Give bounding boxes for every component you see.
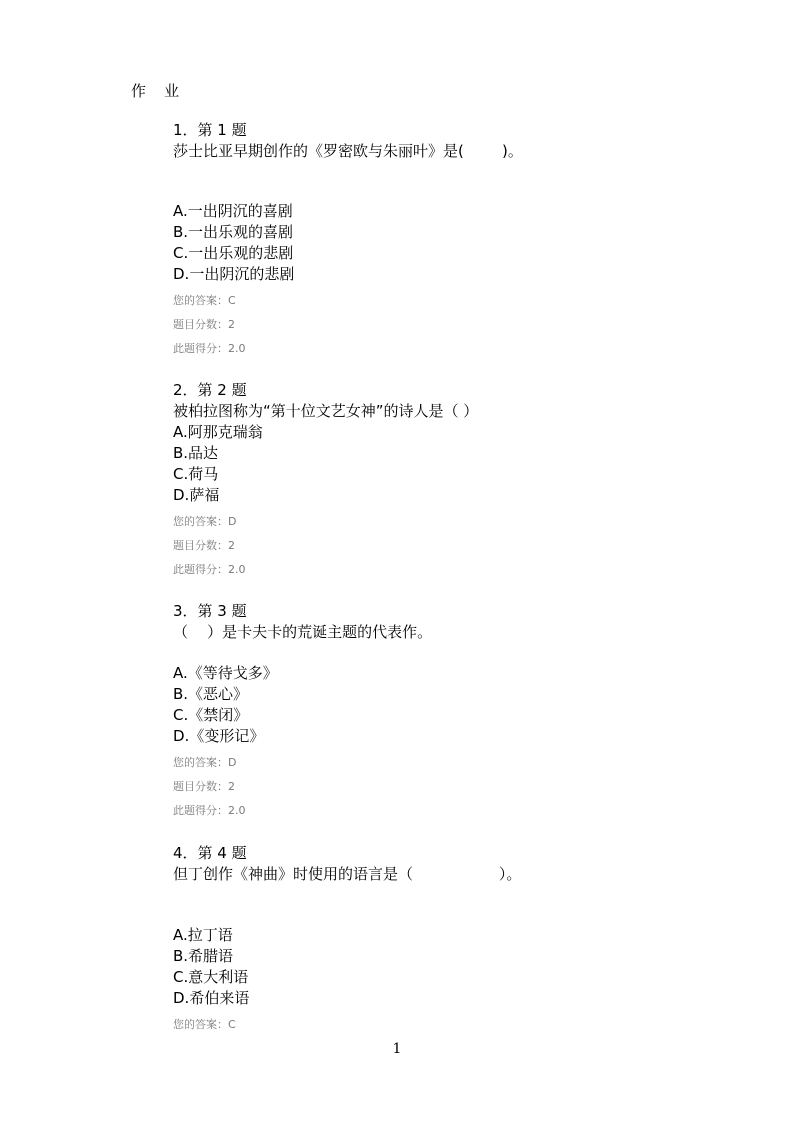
option-a: A.《等待戈多》 bbox=[173, 664, 278, 682]
question-score-value: 2 bbox=[228, 780, 235, 793]
option-list bbox=[173, 422, 733, 506]
earned-score-row bbox=[173, 799, 733, 823]
your-answer-row bbox=[173, 1013, 733, 1037]
question-score-row bbox=[173, 534, 733, 558]
earned-score-label: 此题得分： bbox=[173, 342, 228, 355]
your-answer-label: 您的答案： bbox=[173, 756, 228, 769]
your-answer-row bbox=[173, 510, 733, 534]
question-heading: 1．第 1 题 bbox=[173, 121, 247, 139]
question-score-label: 题目分数： bbox=[173, 780, 228, 793]
question-stem: 莎士比亚早期创作的《罗密欧与朱丽叶》是( )。 bbox=[173, 142, 523, 160]
earned-score-value: 2.0 bbox=[228, 804, 246, 817]
question-score-label: 题目分数： bbox=[173, 539, 228, 552]
option-a: A.拉丁语 bbox=[173, 926, 233, 944]
earned-score-value: 2.0 bbox=[228, 563, 246, 576]
earned-score-row bbox=[173, 558, 733, 582]
question-stem: 被柏拉图称为“第十位文艺女神”的诗人是（ ） bbox=[173, 402, 479, 420]
option-b: B.《恶心》 bbox=[173, 685, 249, 703]
option-b: B.品达 bbox=[173, 444, 219, 462]
your-answer-value: C bbox=[228, 1018, 236, 1031]
question-score-label: 题目分数： bbox=[173, 318, 228, 331]
question-heading: 3．第 3 题 bbox=[173, 602, 247, 620]
option-a: A.阿那克瑞翁 bbox=[173, 423, 263, 441]
your-answer-label: 您的答案： bbox=[173, 515, 228, 528]
your-answer-value: D bbox=[228, 756, 237, 769]
option-d: D.希伯来语 bbox=[173, 989, 250, 1007]
earned-score-label: 此题得分： bbox=[173, 804, 228, 817]
earned-score-value: 2.0 bbox=[228, 342, 246, 355]
option-b: B.希腊语 bbox=[173, 947, 234, 965]
your-answer-value: C bbox=[228, 294, 236, 307]
option-list bbox=[173, 925, 733, 1009]
option-d: D.《变形记》 bbox=[173, 727, 265, 745]
page-number: 1 bbox=[392, 1041, 402, 1057]
document-title: 作业 bbox=[131, 82, 198, 100]
question-1 bbox=[173, 120, 733, 361]
question-2 bbox=[173, 380, 733, 582]
option-c: C.《禁闭》 bbox=[173, 706, 249, 724]
earned-score-row bbox=[173, 337, 733, 361]
your-answer-label: 您的答案： bbox=[173, 294, 228, 307]
earned-score-label: 此题得分： bbox=[173, 563, 228, 576]
option-a: A.一出阴沉的喜剧 bbox=[173, 202, 293, 220]
question-score-row bbox=[173, 313, 733, 337]
option-d: D.一出阴沉的悲剧 bbox=[173, 265, 295, 283]
question-stem: （ ）是卡夫卡的荒诞主题的代表作。 bbox=[173, 623, 433, 641]
option-list bbox=[173, 201, 733, 285]
question-4 bbox=[173, 843, 733, 1037]
option-b: B.一出乐观的喜剧 bbox=[173, 223, 294, 241]
your-answer-value: D bbox=[228, 515, 237, 528]
question-score-value: 2 bbox=[228, 318, 235, 331]
question-score-value: 2 bbox=[228, 539, 235, 552]
question-heading: 2．第 2 题 bbox=[173, 381, 247, 399]
your-answer-label: 您的答案： bbox=[173, 1018, 228, 1031]
your-answer-row bbox=[173, 289, 733, 313]
option-d: D.萨福 bbox=[173, 486, 220, 504]
question-stem: 但丁创作《神曲》时使用的语言是（ ）。 bbox=[173, 865, 522, 883]
option-c: C.意大利语 bbox=[173, 968, 249, 986]
question-score-row bbox=[173, 775, 733, 799]
question-3 bbox=[173, 601, 733, 823]
question-heading: 4．第 4 题 bbox=[173, 844, 247, 862]
option-list bbox=[173, 663, 733, 747]
option-c: C.荷马 bbox=[173, 465, 219, 483]
your-answer-row bbox=[173, 751, 733, 775]
option-c: C.一出乐观的悲剧 bbox=[173, 244, 294, 262]
